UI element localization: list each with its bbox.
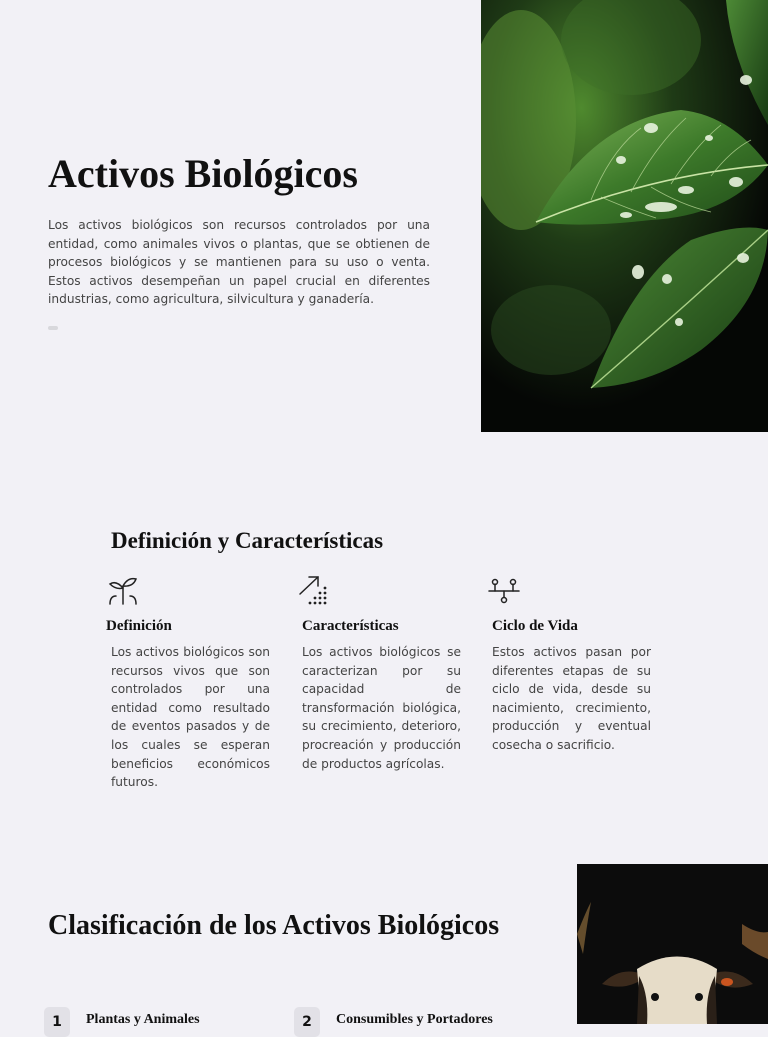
section-title-clasificacion: Clasificación de los Activos Biológicos — [48, 910, 500, 941]
card-caracteristicas — [297, 574, 461, 773]
growth-arrow-icon — [297, 574, 331, 606]
hero-description: Los activos biológicos son recursos controlados por una entidad, como animales vivos o plantas, que se obtienen de procesos biológicos y se mantienen para su uso o venta. Estos activos desempeñan un papel crucial en diferentes industrias, como agricultura, silvicultura y ganadería. — [48, 218, 430, 307]
card-title: Ciclo de Vida — [492, 618, 578, 634]
card-title: Características — [302, 618, 399, 634]
card-title: Definición — [106, 618, 172, 634]
cow-image — [577, 864, 768, 1024]
lifecycle-nodes-icon — [487, 574, 521, 606]
section-title-definicion: Definición y Características — [111, 528, 384, 553]
card-text: Los activos biológicos se caracterizan por su capacidad de transformación biológica, su crecimiento, deterioro, procreación y producción de productos agrícolas. — [302, 645, 461, 771]
leaf-illustration — [481, 0, 768, 432]
item-number-1: 1 — [44, 1007, 70, 1037]
item-number-2: 2 — [294, 1007, 320, 1037]
item-label-consumibles-portadores: Consumibles y Portadores — [336, 1012, 493, 1027]
item-label-plantas-animales: Plantas y Animales — [86, 1012, 200, 1027]
decorative-dash — [48, 326, 58, 330]
card-text: Los activos biológicos son recursos vivos que son controlados por una entidad como resultado de eventos pasados y de los cuales se esperan beneficios económicos futuros. — [111, 645, 270, 790]
card-ciclo-de-vida — [487, 574, 651, 755]
leaf-image — [481, 0, 768, 432]
cow-illustration — [577, 864, 768, 1024]
hero-title: Activos Biológicos — [48, 151, 358, 196]
sprout-hand-icon — [106, 574, 140, 606]
card-text: Estos activos pasan por diferentes etapas de su ciclo de vida, desde su nacimiento, crecimiento, producción y eventual cosecha o sacrificio. — [492, 645, 651, 752]
card-definicion — [106, 574, 270, 792]
